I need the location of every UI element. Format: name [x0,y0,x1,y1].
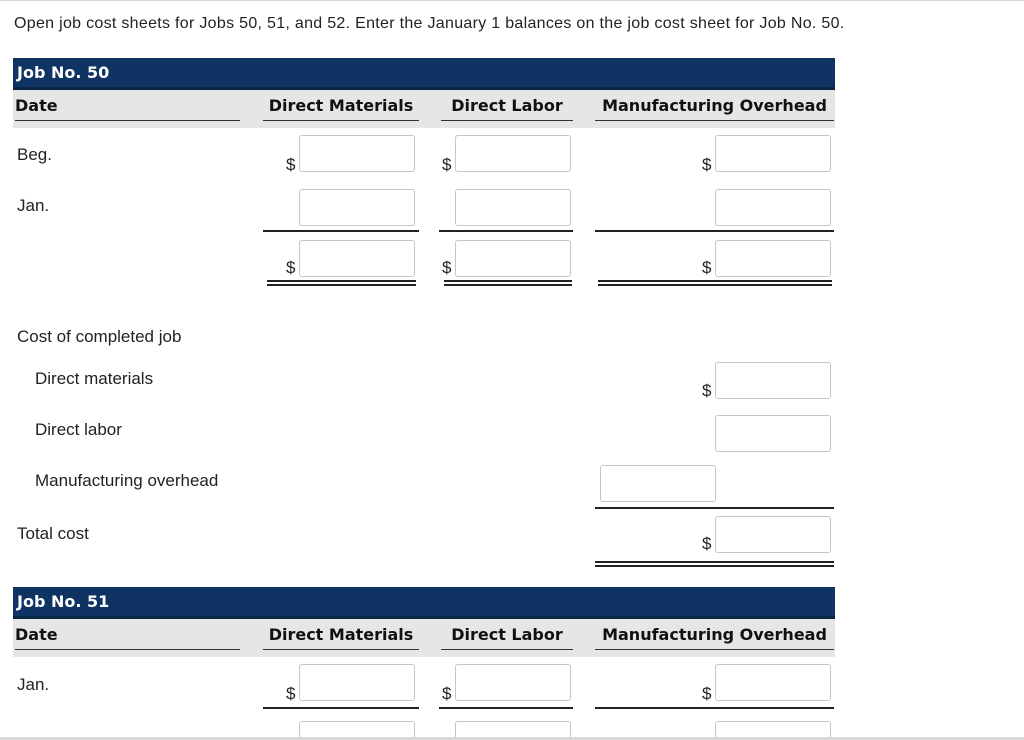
direct-materials-column-header: Direct Materials [263,90,419,121]
double-rule-bottom [444,284,572,286]
top-border [0,0,1024,1]
direct-labor-column-header: Direct Labor [441,619,573,650]
job50-jan-overhead-input[interactable] [715,189,831,226]
currency-symbol: $ [442,155,452,174]
subtotal-rule [263,230,419,232]
completed-overhead-label: Manufacturing overhead [35,471,219,490]
direct-materials-column-header: Direct Materials [263,619,419,650]
double-rule-bottom [267,284,416,286]
manufacturing-overhead-column-header: Manufacturing Overhead [595,90,834,121]
currency-symbol: $ [702,258,712,277]
job51-jan-direct-materials-input[interactable] [299,664,415,701]
job51-jan-direct-labor-input[interactable] [455,664,571,701]
completed-job-heading: Cost of completed job [17,327,182,346]
currency-symbol: $ [286,155,296,174]
total-cost-input[interactable] [715,516,831,553]
currency-symbol: $ [286,258,296,277]
completed-direct-materials-label: Direct materials [35,369,154,388]
job51-next-overhead-input[interactable] [715,721,831,737]
date-column-header: Date [15,619,240,650]
date-column-header: Date [15,90,240,121]
manufacturing-overhead-column-header: Manufacturing Overhead [595,619,834,650]
currency-symbol: $ [702,155,712,174]
job50-total-direct-labor-input[interactable] [455,240,571,277]
currency-symbol: $ [442,684,452,703]
job50-jan-direct-materials-input[interactable] [299,189,415,226]
subtotal-rule [595,707,834,709]
completed-direct-labor-input[interactable] [715,415,831,452]
job50-total-direct-materials-input[interactable] [299,240,415,277]
subtotal-rule [595,507,834,509]
job50-beg-direct-labor-input[interactable] [455,135,571,172]
double-rule-bottom [598,284,832,286]
subtotal-rule [439,707,573,709]
currency-symbol: $ [286,684,296,703]
job-51-title: Job No. 51 [13,587,835,619]
subtotal-rule [595,230,834,232]
job50-jan-direct-labor-input[interactable] [455,189,571,226]
job51-jan-overhead-input[interactable] [715,664,831,701]
jan-row-label: Jan. [17,675,50,694]
beg-row-label: Beg. [17,145,52,164]
job-50-title: Job No. 50 [13,58,835,90]
double-rule-top [267,280,416,282]
double-rule-bottom [595,565,834,567]
currency-symbol: $ [442,258,452,277]
job50-beg-direct-materials-input[interactable] [299,135,415,172]
double-rule-top [595,561,834,563]
completed-overhead-input[interactable] [600,465,716,502]
completed-direct-materials-input[interactable] [715,362,831,399]
double-rule-top [444,280,572,282]
completed-direct-labor-label: Direct labor [35,420,122,439]
subtotal-rule [439,230,573,232]
subtotal-rule [263,707,419,709]
job50-total-overhead-input[interactable] [715,240,831,277]
direct-labor-column-header: Direct Labor [441,90,573,121]
job51-next-direct-materials-input[interactable] [299,721,415,737]
instructions-text: Open job cost sheets for Jobs 50, 51, and 52. Enter the January 1 balances on the job cost sheet for Job No. 50. [14,15,845,32]
job51-next-direct-labor-input[interactable] [455,721,571,737]
total-cost-label: Total cost [17,524,89,543]
currency-symbol: $ [702,534,712,553]
jan-row-label: Jan. [17,196,50,215]
double-rule-top [598,280,832,282]
currency-symbol: $ [702,381,712,400]
job50-beg-overhead-input[interactable] [715,135,831,172]
currency-symbol: $ [702,684,712,703]
